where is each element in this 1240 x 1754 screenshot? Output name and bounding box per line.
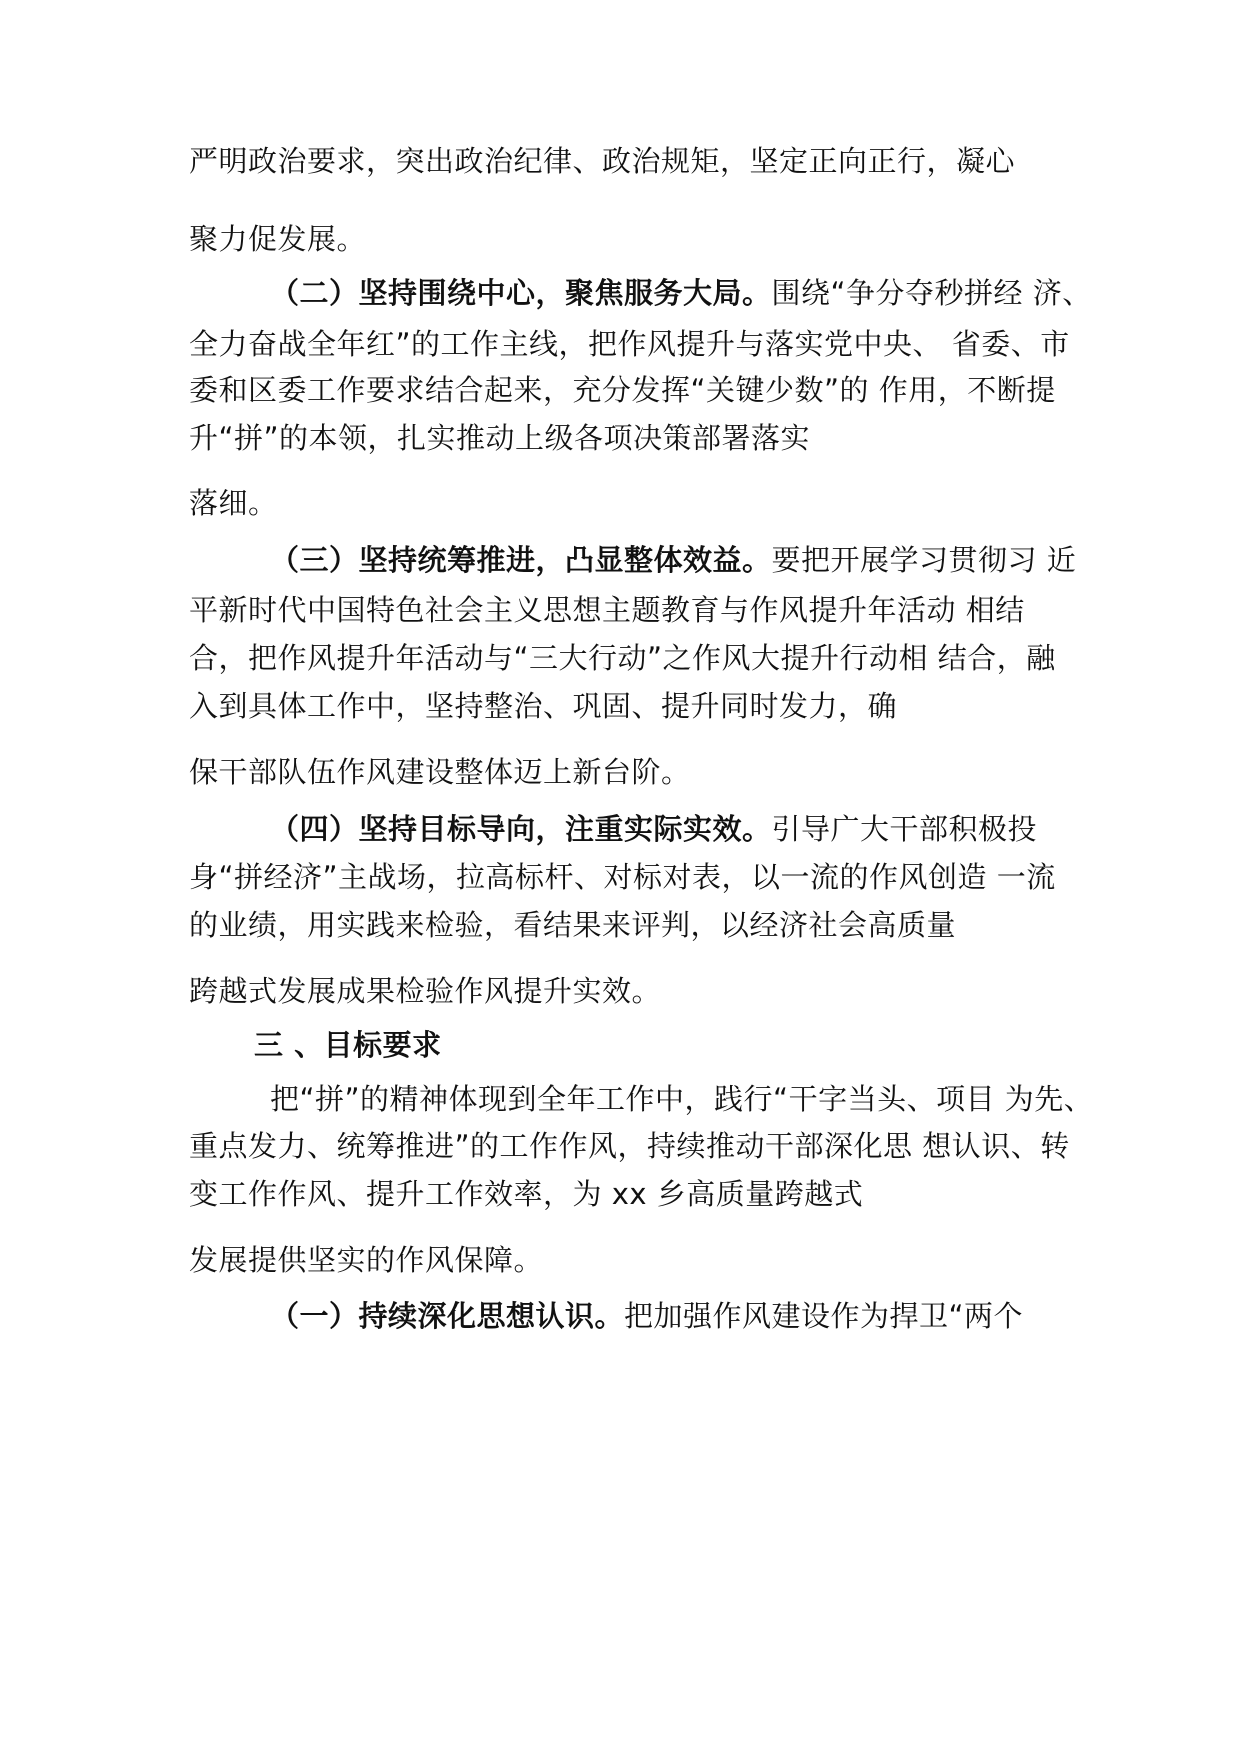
section-heading-title: （三）坚持统筹推进，凸显整体效益。 bbox=[270, 543, 772, 577]
paragraph-line: 聚力促发展。 bbox=[189, 222, 367, 256]
paragraph-line: 全力奋战全年红”的工作主线，把作风提升与落实党中央、 省委、市 bbox=[189, 327, 1070, 361]
section-heading-title: （一）持续深化思想认识。 bbox=[270, 1299, 625, 1333]
paragraph-text: 围绕“争分夺秒拼经 济、 bbox=[771, 276, 1092, 310]
section-heading-4 bbox=[270, 811, 1037, 847]
paragraph-line: 落细。 bbox=[189, 486, 278, 520]
paragraph-line: 跨越式发展成果检验作风提升实效。 bbox=[189, 974, 662, 1008]
paragraph-line: 入到具体工作中，坚持整治、巩固、提升同时发力，确 bbox=[189, 689, 898, 723]
section-heading-title: （四）坚持目标导向，注重实际实效。 bbox=[270, 812, 772, 846]
paragraph-line: 合，把作风提升年活动与“三大行动”之作风大提升行动相 结合，融 bbox=[189, 641, 1056, 675]
paragraph-text: 要把开展学习贯彻习 近 bbox=[771, 543, 1077, 577]
paragraph-text: 把加强作风建设作为捍卫“两个 bbox=[624, 1299, 1024, 1333]
paragraph-line: 保干部队伍作风建设整体迈上新台阶。 bbox=[189, 755, 691, 789]
paragraph-line: 发展提供坚实的作风保障。 bbox=[189, 1243, 544, 1277]
chapter-heading: 三 、目标要求 bbox=[254, 1028, 442, 1062]
section-heading-1 bbox=[270, 1298, 1023, 1334]
paragraph-line: 变工作作风、提升工作效率，为 xx 乡高质量跨越式 bbox=[189, 1177, 864, 1211]
paragraph-line: 升“拼”的本领，扎实推动上级各项决策部署落实 bbox=[189, 421, 811, 455]
paragraph-line: 的业绩，用实践来检验，看结果来评判，以经济社会高质量 bbox=[189, 908, 957, 942]
paragraph-line: 重点发力、统筹推进”的工作作风，持续推动干部深化思 想认识、转 bbox=[189, 1129, 1070, 1163]
section-heading-3 bbox=[270, 542, 1076, 578]
paragraph-text: 引导广大干部积极投 bbox=[771, 812, 1038, 846]
paragraph-line: 把“拼”的精神体现到全年工作中，践行“干字当头、项目 为先、 bbox=[270, 1082, 1094, 1116]
section-heading-title: （二）坚持围绕中心，聚焦服务大局。 bbox=[270, 276, 772, 310]
paragraph-line: 严明政治要求，突出政治纪律、政治规矩，坚定正向正行，凝心 bbox=[189, 144, 1016, 178]
paragraph-line: 平新时代中国特色社会主义思想主题教育与作风提升年活动 相结 bbox=[189, 593, 1025, 627]
paragraph-line: 身“拼经济”主战场，拉高标杆、对标对表，以一流的作风创造 一流 bbox=[189, 860, 1056, 894]
section-heading-2 bbox=[270, 275, 1092, 311]
paragraph-line: 委和区委工作要求结合起来，充分发挥“关键少数”的 作用，不断提 bbox=[189, 373, 1056, 407]
